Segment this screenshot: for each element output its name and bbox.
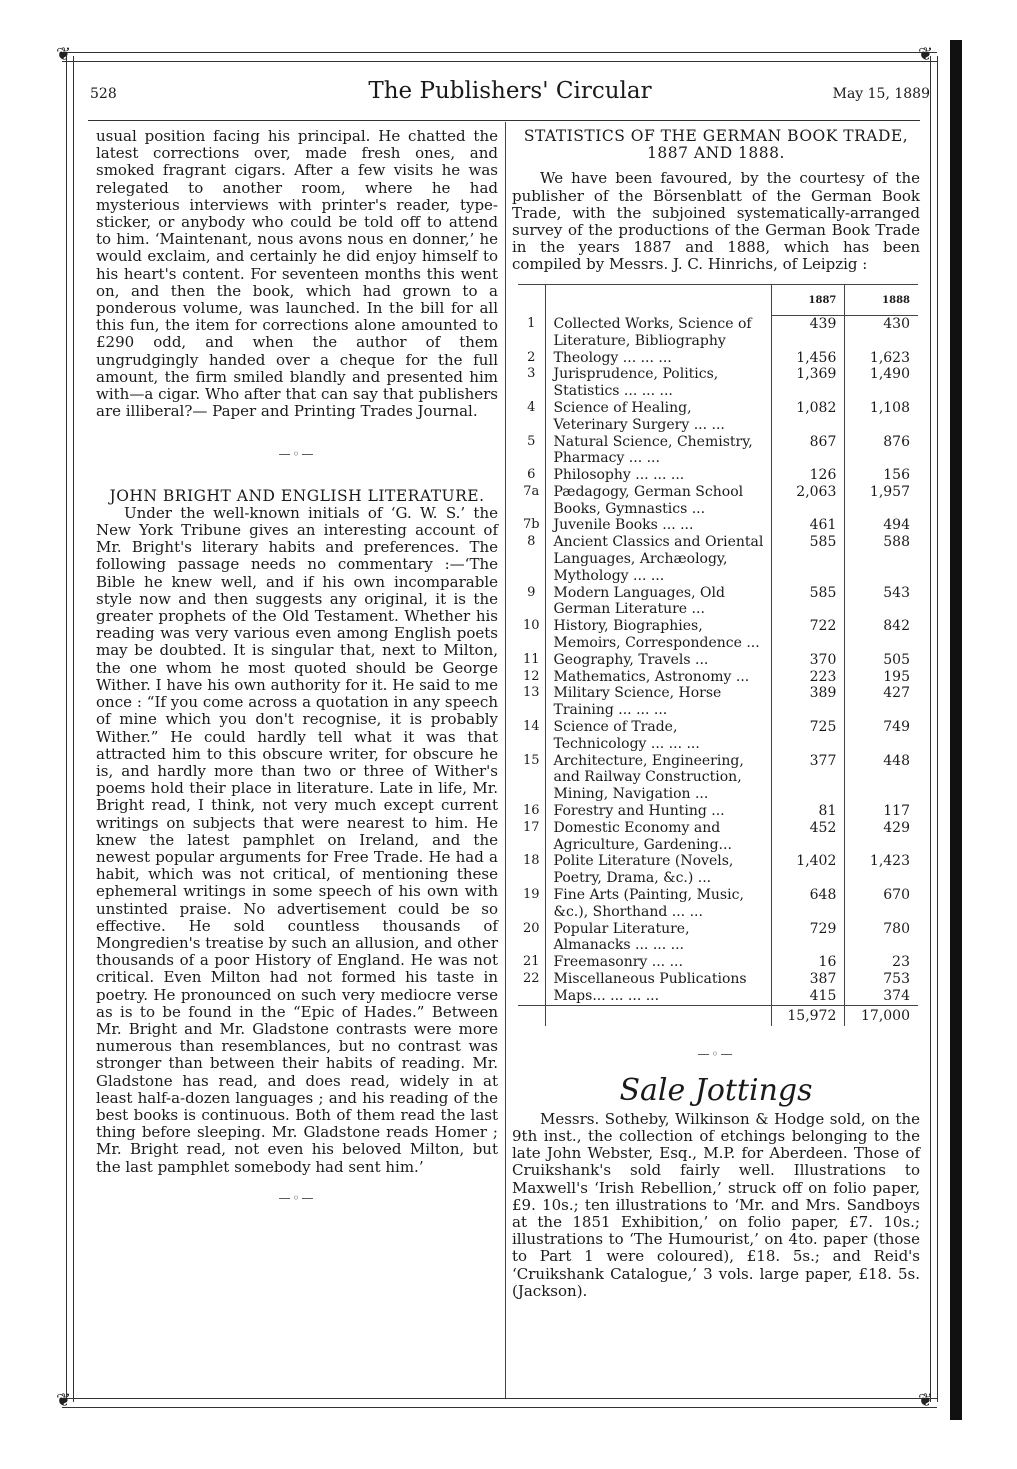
row-subject: Geography, Travels ... [553, 651, 709, 668]
row-number: 22 [518, 971, 545, 988]
table-row [518, 669, 918, 686]
row-value-1887: 1,402 [771, 853, 845, 887]
row-value-1887: 223 [771, 669, 845, 686]
row-value-1888: 780 [845, 921, 918, 955]
row-value-1887: 1,082 [771, 400, 845, 434]
statistics-intro: We have been favoured, by the courtesy of the publisher of the Börsenblatt of the German Book Trade, with the subjoined systematically-arranged survey of the productions of the German Book Trade in the years 1887 and 1888, which has been compiled by Messrs. J. C. Hinrichs, of Leipzig : [512, 169, 920, 274]
row-number: 6 [518, 467, 545, 484]
row-value-1888: 1,423 [845, 853, 918, 887]
table-row [518, 954, 918, 971]
row-number: 14 [518, 719, 545, 753]
row-value-1888: 670 [845, 887, 918, 921]
row-number: 7a [518, 484, 545, 518]
row-value-1887: 648 [771, 887, 845, 921]
row-value-1888: 195 [845, 669, 918, 686]
row-number: 15 [518, 753, 545, 803]
row-number: 13 [518, 685, 545, 719]
table-row [518, 585, 918, 619]
sale-jottings-heading: Sale Jottings [619, 1072, 813, 1108]
corner-ornament-icon: ❦ [918, 44, 934, 65]
table-row [518, 350, 918, 367]
table-row [518, 652, 918, 669]
row-value-1888: 876 [845, 434, 918, 468]
row-subject: Natural Science, Chemistry, Pharmacy ... ... [553, 433, 753, 467]
table-row [518, 719, 918, 753]
row-value-1887: 461 [771, 517, 845, 534]
row-number: 1 [518, 316, 545, 350]
row-number: 5 [518, 434, 545, 468]
page-edge-shadow [950, 40, 962, 1420]
row-subject: Pædagogy, German School Books, Gymnastics ... [553, 483, 744, 517]
row-value-1888: 494 [845, 517, 918, 534]
sale-jottings-text: Messrs. Sotheby, Wilkinson & Hodge sold, on the 9th inst., the collection of etchings belonging to the late John Webster, Esq., M.P. for Aberdeen. Those of Cruikshank's sold fairly well. Illustrations to Maxwell's ‘Irish Rebellion,’ struck off on folio paper, £9. 10s.; ten illustrations to ‘Mr. and Mrs. Sandboys at the 1851 Exhibition,’ on folio paper, £7. 10s.; illustrations to ‘The Humourist,’ on 4to. paper (those to Part 1 were coloured), £18. 5s.; and Reid's ‘Cruikshank Catalogue,’ 3 vols. large paper, £18. 5s. (Jackson). [512, 1109, 920, 1300]
total-1888: 17,000 [845, 1005, 918, 1026]
row-subject: Philosophy ... ... ... [553, 467, 685, 484]
row-number: 18 [518, 853, 545, 887]
row-subject: Polite Literature (Novels, Poetry, Drama, &c.) ... [553, 853, 734, 887]
row-value-1888: 1,108 [845, 400, 918, 434]
table-row [518, 685, 918, 719]
table-row [518, 467, 918, 484]
row-subject: Modern Languages, Old German Literature ... [553, 584, 725, 618]
row-number: 11 [518, 652, 545, 669]
row-value-1888: 1,957 [845, 484, 918, 518]
corner-ornament-icon: ❦ [918, 1390, 934, 1411]
row-number: 12 [518, 669, 545, 686]
table-row [518, 400, 918, 434]
row-value-1887: 725 [771, 719, 845, 753]
row-number: 19 [518, 887, 545, 921]
row-subject: Freemasonry ... ... [553, 954, 683, 971]
row-subject: Science of Trade, Technicology ... ... ... [553, 719, 700, 752]
row-value-1888: 543 [845, 585, 918, 619]
row-value-1887: 867 [771, 434, 845, 468]
row-subject: History, Biographies, Memoirs, Correspondence ... [553, 618, 760, 652]
row-number: 17 [518, 820, 545, 854]
row-subject: Forestry and Hunting ... [553, 803, 725, 820]
table-row [518, 618, 918, 652]
right-border-rule [930, 56, 938, 1402]
row-value-1887: 452 [771, 820, 845, 854]
corner-ornament-icon: ❦ [56, 1390, 72, 1411]
row-subject: Miscellaneous Publications [553, 971, 747, 987]
table-row [518, 971, 918, 988]
table-row [518, 820, 918, 854]
row-subject: Military Science, Horse Training ... ... ... [553, 685, 722, 719]
table-row [518, 484, 918, 518]
column-header-1888: 1888 [845, 284, 918, 316]
row-value-1887: 722 [771, 618, 845, 652]
page-number: 528 [90, 86, 117, 102]
statistics-heading: STATISTICS OF THE GERMAN BOOK TRADE, 1887 AND 1888. [523, 127, 909, 163]
table-row [518, 803, 918, 820]
row-value-1887: 415 [771, 988, 845, 1005]
row-value-1887: 2,063 [771, 484, 845, 518]
publication-title: The Publishers' Circular [368, 78, 652, 104]
page-header [90, 76, 930, 112]
row-subject: Architecture, Engineering, and Railway Construction, Mining, Navigation ... [553, 752, 744, 803]
table-row [518, 316, 918, 350]
section-divider: —◦— [697, 1047, 735, 1062]
row-value-1888: 427 [845, 685, 918, 719]
row-number: 9 [518, 585, 545, 619]
row-subject: Jurisprudence, Politics, Statistics ... ... ... [553, 366, 719, 400]
row-value-1888: 429 [845, 820, 918, 854]
column-header-1887: 1887 [771, 284, 845, 316]
row-subject: Ancient Classics and Oriental Languages, Archæology, Mythology ... ... [553, 534, 764, 584]
table-row [518, 434, 918, 468]
table-header-row [518, 284, 918, 316]
statistics-table [518, 284, 918, 1027]
row-value-1888: 1,623 [845, 350, 918, 367]
table-row [518, 887, 918, 921]
row-number: 7b [518, 517, 545, 534]
row-value-1888: 753 [845, 971, 918, 988]
row-value-1887: 729 [771, 921, 845, 955]
row-subject: Collected Works, Science of Literature, Bibliography [553, 315, 752, 349]
row-subject: Theology ... ... ... [553, 349, 672, 366]
row-subject: Domestic Economy and Agriculture, Gardening... [553, 819, 732, 853]
table-row [518, 366, 918, 400]
left-border-rule [66, 56, 74, 1402]
row-subject: Maps... ... ... ... [553, 987, 660, 1004]
header-rule [88, 120, 920, 121]
continued-paragraph: usual position facing his principal. He chatted the latest corrections over, made fresh ones, and smoked fragrant cigars. After a few visits he was relegated to another room, where he had mysterious interviews with printer's reader, type-sticker, or anybody who could be told off to attend to him. ‘Maintenant, nous avons nous en donner,’ he would exclaim, and certainly he did enjoy himself to his heart's content. For seventeen months this went on, and then the book, which had grown to a ponderous volume, was launched. In the bill for all this fun, the item for corrections alone amounted to £290 odd, and when the author of them ungrudgingly handed over a cheque for the full amount, the firm smiled blandly and presented him with—a cigar. Who after that can say that publishers are illiberal?— Paper and Printing Trades Journal. [96, 127, 498, 421]
row-value-1887: 387 [771, 971, 845, 988]
section-divider: —◦— [278, 1190, 316, 1205]
row-value-1887: 377 [771, 753, 845, 803]
right-column [512, 128, 920, 1300]
row-number: 21 [518, 954, 545, 971]
table-row [518, 921, 918, 955]
row-value-1887: 81 [771, 803, 845, 820]
row-value-1887: 439 [771, 316, 845, 350]
row-number: 4 [518, 400, 545, 434]
bottom-border-rule [62, 1398, 937, 1408]
row-value-1887: 1,456 [771, 350, 845, 367]
row-number [518, 988, 545, 1005]
row-value-1887: 1,369 [771, 366, 845, 400]
row-number: 2 [518, 350, 545, 367]
row-value-1888: 156 [845, 467, 918, 484]
total-1887: 15,972 [771, 1005, 845, 1026]
row-value-1887: 389 [771, 685, 845, 719]
row-value-1888: 1,490 [845, 366, 918, 400]
row-subject: Mathematics, Astronomy ... [553, 668, 750, 685]
table-total-row [518, 1005, 918, 1026]
table-body [518, 316, 918, 1005]
row-value-1888: 23 [845, 954, 918, 971]
row-subject: Popular Literature, Almanacks ... ... ... [553, 920, 690, 954]
row-value-1887: 585 [771, 585, 845, 619]
left-column [96, 128, 498, 1213]
row-value-1888: 505 [845, 652, 918, 669]
table-row [518, 988, 918, 1005]
corner-ornament-icon: ❦ [56, 44, 72, 65]
row-value-1888: 842 [845, 618, 918, 652]
table-row [518, 753, 918, 803]
row-number: 8 [518, 534, 545, 584]
table-row [518, 517, 918, 534]
row-value-1888: 374 [845, 988, 918, 1005]
section-divider: —◦— [278, 447, 316, 462]
row-subject: Science of Healing, Veterinary Surgery ... ... [553, 399, 725, 433]
row-number: 16 [518, 803, 545, 820]
row-value-1888: 749 [845, 719, 918, 753]
column-divider [505, 122, 506, 1398]
row-value-1888: 588 [845, 534, 918, 584]
row-value-1887: 585 [771, 534, 845, 584]
article-body: Under the well-known initials of ‘G. W. S.’ the New York Tribune gives an interesting account of Mr. Bright's literary habits and preferences. The following passage needs no commentary :—‘The Bible he knew well, and if his own incomparable style now and then suggests any original, it is the greater prophets of the Old Testament. Whether his reading was very various even among English poets may be doubted. It is singular that, next to Milton, the one whom he most quoted should be George Wither. I have his own authority for it. He said to me once : “If you come across a quotation in any speech of mine which you don't recognise, it is probably Wither.” He could hardly tell what it was that attracted him to this obscure writer, for obscure he is, and hardly more than two or three of Wither's poems hold their place in literature. Late in life, Mr. Bright read, I think, not very much except current writings on subjects that were nearest to him. He knew the latest pamphlet on Ireland, and the newest popular arguments for Free Trade. He had a habit, which was not critical, of mentioning these ephemeral writings in some speech of his own with unstinted praise. No advertisement could be so effective. He sold countless thousands of Mongredien's treatise by such an allusion, and other thousands of a poor History of England. He was not critical. Even Milton had not formed his taste in poetry. He pronounced on such very mediocre verse as is to be found in the “Epic of Hades.” Between Mr. Bright and Mr. Gladstone contrasts were more numerous than resemblances, but no contrast was stronger than between their habits of reading. Mr. Gladstone has read, and does read, widely in at least half-a-dozen languages ; and his reading of the best books is continuous. Both of them read the last thing before sleeping. Mr. Gladstone reads Homer ; Mr. Bright read, not even his beloved Milton, but the last pamphlet somebody had sent him.’ [96, 503, 498, 1176]
row-number: 20 [518, 921, 545, 955]
article-heading: JOHN BRIGHT AND ENGLISH LITERATURE. [109, 486, 485, 505]
row-value-1887: 16 [771, 954, 845, 971]
row-value-1887: 370 [771, 652, 845, 669]
table-row [518, 853, 918, 887]
row-value-1888: 448 [845, 753, 918, 803]
issue-date: May 15, 1889 [832, 86, 930, 102]
table-row [518, 534, 918, 584]
row-value-1888: 430 [845, 316, 918, 350]
row-subject: Juvenile Books ... ... [553, 517, 694, 534]
row-value-1888: 117 [845, 803, 918, 820]
row-subject: Fine Arts (Painting, Music, &c.), Shorthand ... ... [553, 887, 744, 920]
row-value-1887: 126 [771, 467, 845, 484]
row-number: 3 [518, 366, 545, 400]
top-border-rule [62, 52, 937, 62]
row-number: 10 [518, 618, 545, 652]
